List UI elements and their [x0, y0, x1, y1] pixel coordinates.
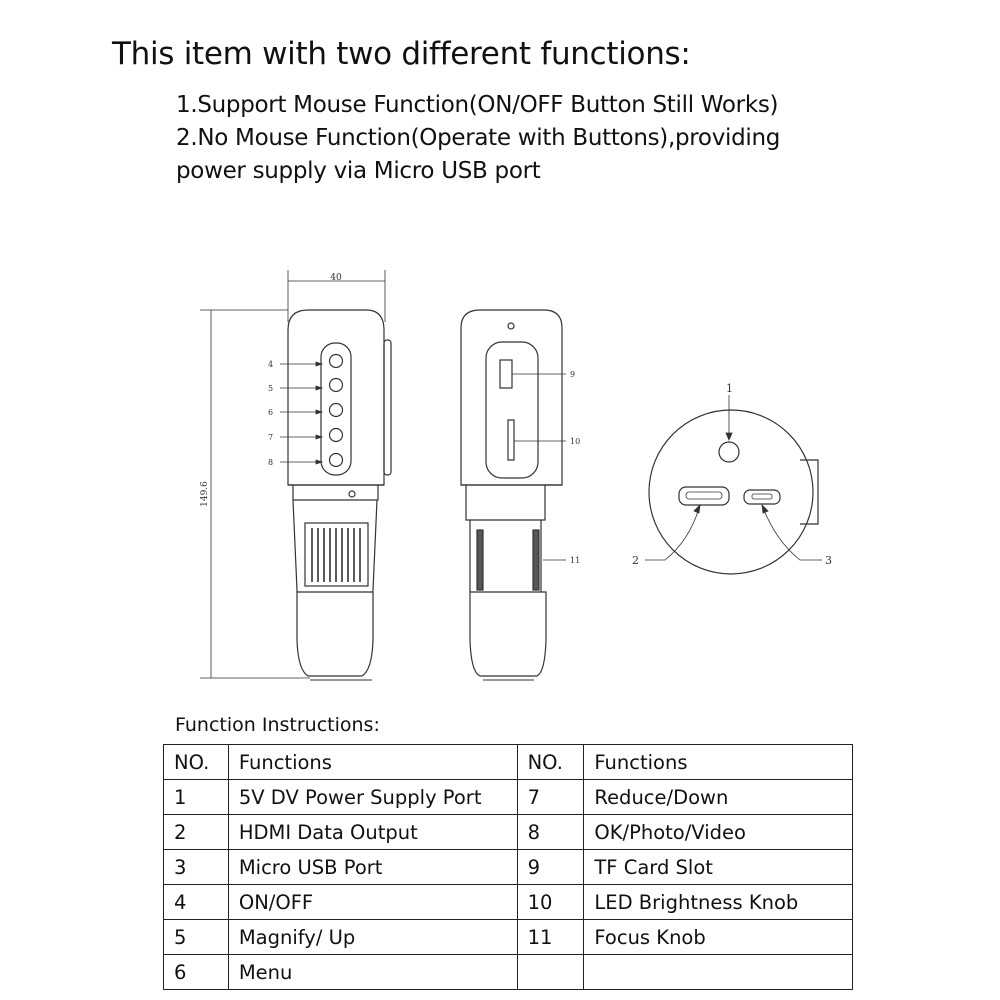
side-lens-head: [470, 592, 546, 676]
cell-function: OK/Photo/Video: [584, 815, 853, 850]
label-3: 3: [825, 554, 832, 567]
table-row: [164, 780, 853, 815]
cell-function: ON/OFF: [228, 885, 517, 920]
cell-function: HDMI Data Output: [228, 815, 517, 850]
side-neck: [466, 485, 545, 520]
cell-function: 5V DV Power Supply Port: [228, 780, 517, 815]
front-button-panel: [321, 343, 351, 475]
header-functions: Functions: [228, 745, 517, 780]
front-lower-tube: [293, 500, 377, 676]
front-neck: [293, 485, 378, 500]
side-upper-body: [461, 310, 562, 485]
side-knob-left: [477, 530, 483, 590]
cell-function: LED Brightness Knob: [584, 885, 853, 920]
cell-no: 2: [164, 815, 229, 850]
led-brightness-knob: [508, 420, 514, 460]
label-2: 2: [632, 554, 639, 567]
cell-no: [517, 955, 584, 990]
table-row: [164, 920, 853, 955]
function-line-1: 1.Support Mouse Function(ON/OFF Button Still Works): [176, 92, 779, 118]
table-row: [164, 850, 853, 885]
front-side-grip: [384, 340, 391, 475]
button-5: [330, 379, 343, 392]
cell-function: TF Card Slot: [584, 850, 853, 885]
cell-function: Reduce/Down: [584, 780, 853, 815]
function-table: [163, 744, 853, 990]
cell-function: Micro USB Port: [228, 850, 517, 885]
cell-no: 9: [517, 850, 584, 885]
table-header-row: [164, 745, 853, 780]
cell-no: 5: [164, 920, 229, 955]
cell-no: 8: [517, 815, 584, 850]
table-row: [164, 885, 853, 920]
tf-card-slot: [500, 360, 512, 388]
label-1: 1: [726, 382, 733, 395]
end-view: [632, 382, 832, 574]
label-4: 4: [268, 360, 274, 369]
side-knob-right: [533, 530, 539, 590]
label-5: 5: [268, 384, 274, 393]
page-title: This item with two different functions:: [112, 36, 691, 72]
label-8: 8: [268, 458, 274, 467]
function-line-2: 2.No Mouse Function(Operate with Buttons),providing: [176, 125, 781, 151]
front-view: [200, 270, 391, 680]
cell-no: 3: [164, 850, 229, 885]
label-7: 7: [268, 433, 274, 442]
knob-ridges: [312, 528, 360, 582]
side-screw: [508, 323, 514, 329]
front-upper-body: [288, 310, 384, 485]
dim-width-label: 40: [330, 273, 342, 283]
label-11: 11: [570, 556, 581, 565]
dc-power-port: [719, 442, 739, 462]
button-4: [330, 355, 343, 368]
instructions-title: Function Instructions:: [175, 714, 380, 736]
front-screw: [349, 491, 355, 497]
cell-no: 7: [517, 780, 584, 815]
button-6: [330, 404, 343, 417]
function-line-3: power supply via Micro USB port: [176, 158, 541, 184]
end-view-grip: [800, 460, 818, 524]
cell-no: 1: [164, 780, 229, 815]
label-6: 6: [268, 408, 274, 417]
header-no-2: NO.: [517, 745, 584, 780]
dim-height-label: 149.6: [200, 481, 210, 507]
header-no: NO.: [164, 745, 229, 780]
cell-function: Magnify/ Up: [228, 920, 517, 955]
hdmi-port: [679, 487, 729, 505]
button-7: [330, 429, 343, 442]
label-10: 10: [570, 437, 581, 446]
cell-no: 6: [164, 955, 229, 990]
button-8: [330, 454, 343, 467]
table-row: [164, 815, 853, 850]
cell-no: 10: [517, 885, 584, 920]
micro-usb-port: [744, 490, 780, 504]
table-row: [164, 955, 853, 990]
label-9: 9: [570, 370, 576, 379]
technical-drawing: [0, 250, 1000, 690]
cell-no: 4: [164, 885, 229, 920]
header-functions-2: Functions: [584, 745, 853, 780]
cell-no: 11: [517, 920, 584, 955]
cell-function: Focus Knob: [584, 920, 853, 955]
cell-function: [584, 955, 853, 990]
cell-function: Menu: [228, 955, 517, 990]
side-view: [461, 310, 580, 680]
